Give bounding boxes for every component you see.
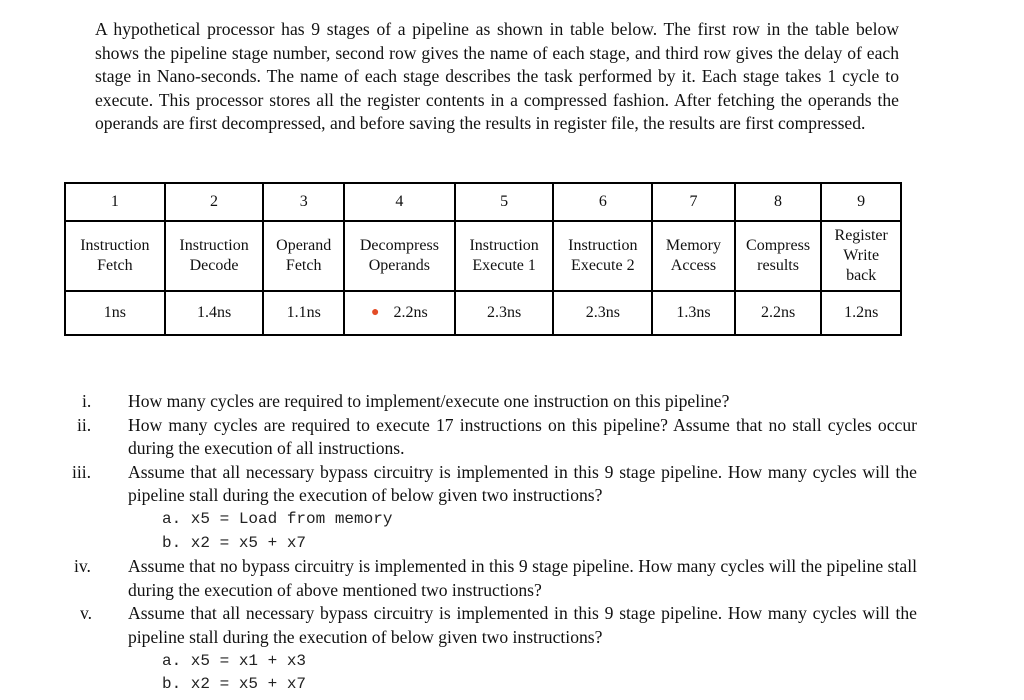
stage-name-cell: Register Write back — [821, 221, 901, 291]
stage-number-cell: 9 — [821, 183, 901, 221]
stage-number-cell: 6 — [553, 183, 652, 221]
question-item — [72, 602, 917, 696]
intro-paragraph: A hypothetical processor has 9 stages of a pipeline as shown in table below. The first row in the table below shows the pipeline stage number, second row gives the name of each stage, and third row gives the delay of each stage in Nano-seconds. The name of each stage describes the task performed by it. Each stage takes 1 cycle to execute. This processor stores all the register contents in a compressed fashion. After fetching the operands the operands are first decompressed, and before saving the results in register file, the results are first compressed. — [95, 19, 899, 134]
question-item — [72, 414, 917, 461]
stage-name-cell: Instruction Execute 1 — [455, 221, 554, 291]
stage-name-cell: Decompress Operands — [344, 221, 455, 291]
question-text: Assume that no bypass circuitry is implemented in this 9 stage pipeline. How many cycles will the pipeline stall during the execution of above mentioned two instructions? — [128, 556, 917, 600]
stage-name-cell: Memory Access — [652, 221, 735, 291]
code-line: a. x5 = Load from memory — [162, 509, 393, 528]
stage-name-cell: Instruction Fetch — [65, 221, 165, 291]
stage-number-row — [65, 183, 901, 221]
stage-name-cell: Instruction Execute 2 — [553, 221, 652, 291]
stage-number-cell: 5 — [455, 183, 554, 221]
stage-number-cell: 8 — [735, 183, 822, 221]
stage-name-cell: Instruction Decode — [165, 221, 264, 291]
stage-name-cell: Operand Fetch — [263, 221, 344, 291]
question-number: ii. — [77, 414, 92, 435]
question-number: v. — [80, 603, 93, 624]
question-item — [72, 390, 917, 414]
question-item — [72, 461, 917, 555]
stage-delay-cell: 1.2ns — [821, 291, 901, 335]
stage-delay-cell: 1.1ns — [263, 291, 344, 335]
stage-number-cell: 1 — [65, 183, 165, 221]
question-number: iii. — [72, 461, 92, 482]
question-number: i. — [82, 391, 92, 411]
question-number: iv. — [74, 556, 91, 577]
question-list — [72, 390, 917, 697]
stage-delay-cell: 2.3ns — [553, 291, 652, 335]
stage-delay-cell: 2.2ns — [735, 291, 822, 335]
stage-number-cell: 7 — [652, 183, 735, 221]
question-text: How many cycles are required to implement/execute one instruction on this pipeline? — [128, 391, 730, 411]
stage-name-row — [65, 221, 901, 291]
bullet-dot-icon: ● — [371, 304, 380, 320]
code-line: a. x5 = x1 + x3 — [162, 651, 307, 670]
stage-delay-cell: 1.3ns — [652, 291, 735, 335]
question-text: Assume that all necessary bypass circuitry is implemented in this 9 stage pipeline. How many cycles will the pipeline stall during the execution of below given two instructions? — [128, 461, 917, 506]
stage-delay-row — [65, 291, 901, 335]
question-text: How many cycles are required to execute 17 instructions on this pipeline? Assume that no stall cycles occur during the execution of all instructions. — [128, 414, 917, 459]
stage-delay-cell: 1.4ns — [165, 291, 264, 335]
question-item — [72, 555, 917, 602]
stage-delay-cell: 2.3ns — [455, 291, 554, 335]
stage-delay-cell: 1ns — [65, 291, 165, 335]
stage-delay-cell: ● 2.2ns — [344, 291, 455, 335]
stage-number-cell: 2 — [165, 183, 264, 221]
stage-name-cell: Compress results — [735, 221, 822, 291]
stage-number-cell: 3 — [263, 183, 344, 221]
pipeline-stage-table — [64, 182, 902, 336]
question-text: Assume that all necessary bypass circuitry is implemented in this 9 stage pipeline. How many cycles will the pipeline stall during the execution of below given two instructions? — [128, 603, 917, 647]
code-line: b. x2 = x5 + x7 — [162, 533, 307, 552]
stage-number-cell: 4 — [344, 183, 455, 221]
code-line: b. x2 = x5 + x7 — [162, 675, 307, 694]
